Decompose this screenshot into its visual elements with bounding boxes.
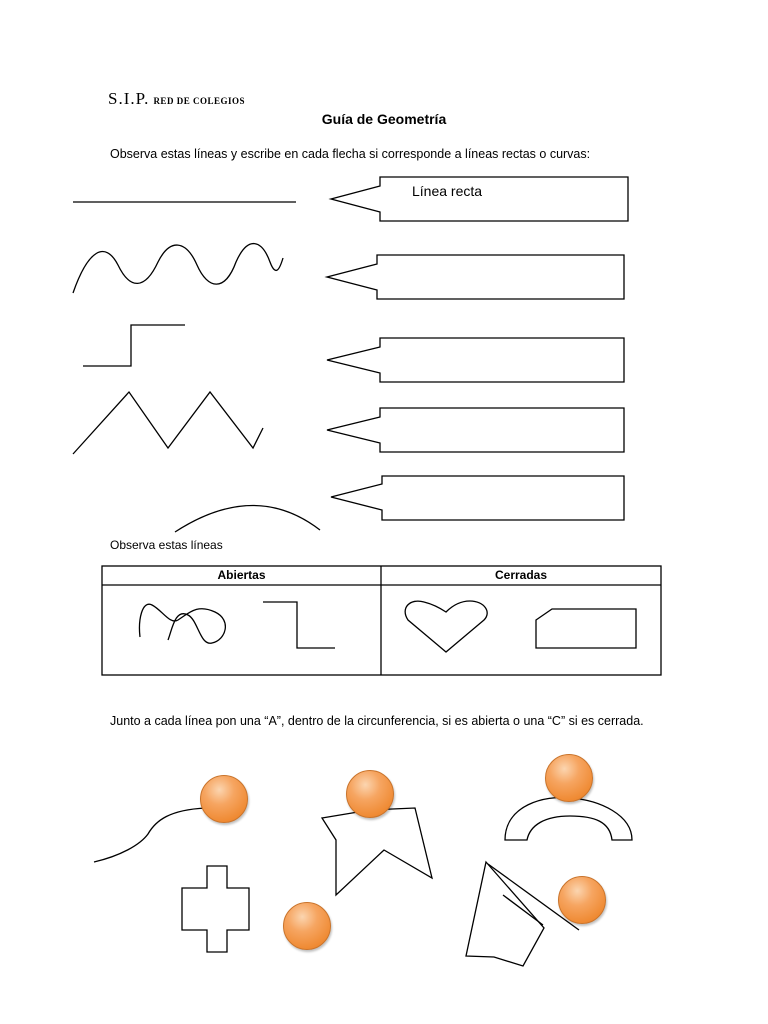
closed-polygon [536,609,636,648]
brand-subtitle: RED DE COLEGIOS [153,96,245,106]
answer-circle-3[interactable] [545,754,593,802]
page-title: Guía de Geometría [321,111,447,127]
brand-name: S.I.P. [108,89,150,108]
open-curve-2 [94,808,205,862]
open-curve [140,604,226,643]
closed-quadrilateral [466,862,544,966]
instruction-table: Observa estas líneas [110,538,223,552]
column-closed: Cerradas [494,568,548,582]
arrow-box-4 [327,408,624,452]
column-open: Abiertas [217,568,266,582]
wavy-line [73,244,283,293]
answer-circle-4[interactable] [283,902,331,950]
open-step [263,602,335,648]
closed-arch [505,797,632,840]
arrow-box-2 [327,255,624,299]
arc-line [175,505,320,532]
zigzag-line [73,392,263,454]
closed-cross [182,866,249,952]
answer-circle-2[interactable] [346,770,394,818]
arrow-box-3 [327,338,624,382]
instruction-lines: Observa estas líneas y escribe en cada flecha si corresponde a líneas rectas o curvas: [110,147,591,161]
step-line [83,325,185,366]
instruction-circles: Junto a cada línea pon una “A”, dentro de la circunferencia, si es abierta o una “C” si es cerrada. [110,714,644,728]
answer-circle-1[interactable] [200,775,248,823]
answer-circle-5[interactable] [558,876,606,924]
arrow-box-5 [331,476,624,520]
answer-1[interactable]: Línea recta [412,183,483,199]
closed-arrow-shape [322,808,432,895]
closed-heart [405,601,487,652]
